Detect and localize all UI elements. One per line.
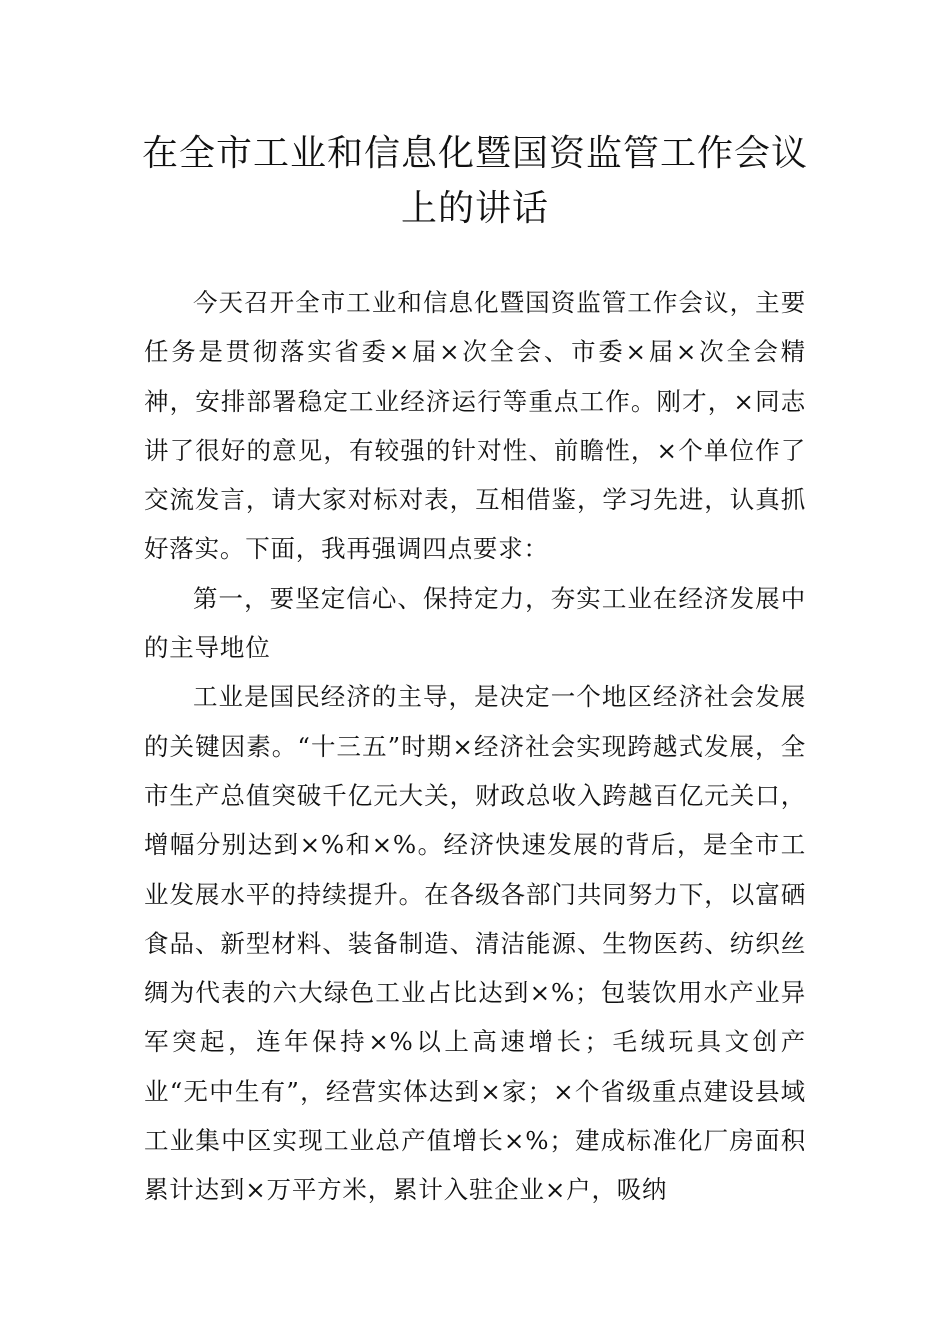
section-heading-paragraph: 第一，要坚定信心、保持定力，夯实工业在经济发展中的主导地位 bbox=[144, 583, 806, 663]
body-paragraph: 工业是国民经济的主导，是决定一个地区经济社会发展的关键因素。“十三五”时期×经济社会实现跨越式发展，全市生产总值突破千亿元大关，财政总收入跨越百亿元关口，增幅分别达到×%和×%。经济快速发展的背后，是全市工业发展水平的持续提升。在各级各部门共同努力下，以富硒食品、新型材料、装备制造、清洁能源、生物医药、纺织丝绸为代表的六大绿色工业占比达到×%；包装饮用水产业异军突起，连年保持×%以上高速增长；毛绒玩具文创产业“无中生有”，经营实体达到×家；×个省级重点建设县域工业集中区实现工业总产值增长×%；建成标准化厂房面积累计达到×万平方米，累计入驻企业×户，吸纳 bbox=[144, 682, 806, 1205]
document-body bbox=[144, 278, 806, 1215]
document-title: 在全市工业和信息化暨国资监管工作会议上的讲话 bbox=[141, 133, 808, 229]
body-paragraph: 今天召开全市工业和信息化暨国资监管工作会议，主要任务是贯彻落实省委×届×次全会、市委×届×次全会精神，安排部署稳定工业经济运行等重点工作。刚才，×同志讲了很好的意见，有较强的针对性、前瞻性，×个单位作了交流发言，请大家对标对表，互相借鉴，学习先进，认真抓好落实。下面，我再强调四点要求： bbox=[144, 288, 806, 564]
